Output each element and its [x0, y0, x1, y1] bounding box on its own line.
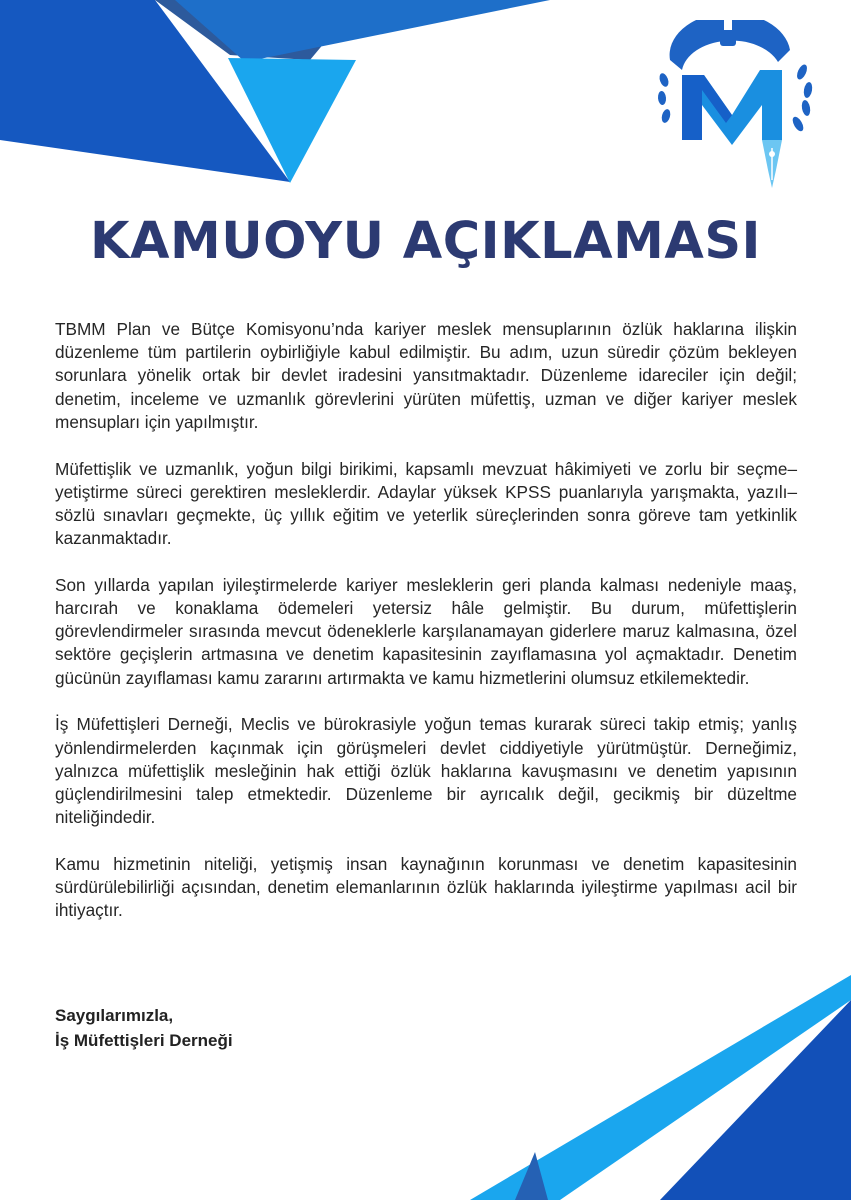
top-left-deep-blue-triangle [0, 0, 290, 182]
top-left-light-blue-triangle [228, 58, 356, 183]
paragraph-3: Son yıllarda yapılan iyileştirmelerde kariyer mesleklerin geri planda kalması nedeniyle maaş, harcırah ve konaklama ödemeleri yetersiz hâle gelmiştir. Bu durum, müfettişlerin görevlendirmeler sırasında mevcut ödeneklerle karşılanamayan giderlere maruz kalmasına, özel sektöre geçişlerin artmasına ve denetim kapasitesinin zayıflamasına yol açmaktadır. Denetim gücünün zayıflaması kamu zararını artırmakta ve kamu hizmetlerini olumsuz etkilemektedir. [55, 574, 797, 688]
signature-closing: Saygılarımızla, [55, 1006, 174, 1025]
page-title: KAMUOYU AÇIKLAMASI [89, 212, 762, 271]
association-logo-icon [650, 20, 820, 190]
paragraph-2: Müfettişlik ve uzmanlık, yoğun bilgi birikimi, kapsamlı mevzuat hâkimiyeti ve zorlu bir seçme–yetiştirme süreci gerektiren mesleklerdir. Adaylar yüksek KPSS puanlarıyla yarışmakta, yazılı–sözlü sınavları geçmekte, üç yıllık eğitim ve yeterlik süreçlerinden sonra göreve tam yetkinlik kazanmaktadır. [55, 458, 797, 549]
paragraph-4: İş Müfettişleri Derneği, Meclis ve bürokrasiyle yoğun temas kurarak süreci takip etmiş; yanlış yönlendirmelerden kaçınmak için görüşmeleri devlet ciddiyetiyle yürütmüştür. Derneğimiz, yalnızca müfettişlik mesleğinin hak ettiği özlük haklarına kavuşmasını ve denetim yapısının güçlendirilmesini talep etmektedir. Düzenleme bir ayrıcalık değil, gecikmiş bir düzeltme niteliğindedir. [55, 714, 797, 828]
statement-body [55, 318, 797, 946]
signature-block [55, 1003, 233, 1053]
paragraph-1: TBMM Plan ve Bütçe Komisyonu’nda kariyer meslek mensuplarının özlük haklarına ilişkin düzenleme tüm partilerin oybirliğiyle kabul edilmiştir. Bu adım, uzun süredir çözüm bekleyen sorunlara yönelik ortak bir devlet iradesini yansıtmaktadır. Düzenleme idareciler için değil; denetim, inceleme ve uzmanlık görevlerini yürüten müfettiş, uzman ve diğer kariyer meslek mensupları için yapılmıştır. [55, 319, 797, 432]
bottom-right-deep-blue-triangle [660, 1000, 851, 1200]
bottom-small-triangle [515, 1152, 548, 1200]
bottom-right-light-blue-triangle [470, 975, 851, 1200]
top-left-dark-stripe [155, 0, 360, 60]
top-band-light-blue [175, 0, 550, 62]
paragraph-5: Kamu hizmetinin niteliği, yetişmiş insan kaynağının korunması ve denetim kapasitesinin sürdürülebilirliği açısından, denetim elemanlarının özlük haklarında iyileştirme yapılması acil bir ihtiyaçtır. [55, 853, 797, 921]
signature-organization: İş Müfettişleri Derneği [55, 1031, 233, 1050]
